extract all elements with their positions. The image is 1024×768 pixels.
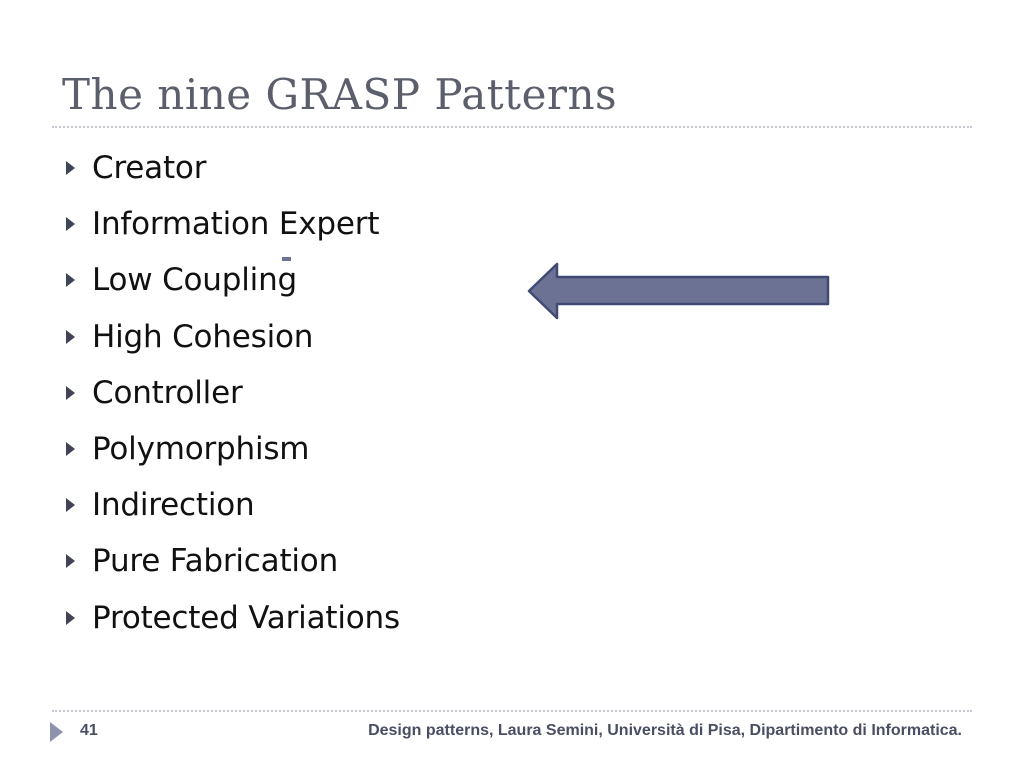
bullet-item	[64, 533, 400, 589]
bullet-triangle-icon	[66, 330, 75, 344]
bullet-label: Low Coupling	[92, 262, 297, 299]
bullet-item	[64, 140, 400, 196]
bullet-label: Controller	[92, 374, 243, 411]
bullet-label: Protected Variations	[92, 599, 400, 636]
bullet-item	[64, 421, 400, 477]
bullet-item	[64, 309, 400, 365]
text-cursor-mark	[282, 257, 291, 261]
bullet-label: Polymorphism	[92, 431, 310, 468]
footer-text: Design patterns, Laura Semini, Università di Pisa, Dipartimento di Informatica.	[368, 722, 962, 739]
bullet-triangle-icon	[66, 273, 75, 287]
bullet-label: Indirection	[92, 487, 255, 524]
bullet-triangle-icon	[66, 217, 75, 231]
bullet-triangle-icon	[66, 442, 75, 456]
bullet-item	[64, 590, 400, 646]
bullet-label: Creator	[92, 150, 207, 187]
triangle-right-icon	[50, 722, 63, 742]
slide-number: 41	[80, 722, 98, 739]
bullet-label: Information Expert	[92, 206, 380, 243]
footer-divider	[52, 710, 972, 712]
bullet-item	[64, 252, 400, 308]
bullet-list	[64, 140, 400, 646]
bullet-triangle-icon	[66, 161, 75, 175]
bullet-item	[64, 196, 400, 252]
title-divider	[52, 126, 972, 128]
bullet-triangle-icon	[66, 554, 75, 568]
bullet-triangle-icon	[66, 386, 75, 400]
bullet-label: High Cohesion	[92, 318, 314, 355]
left-arrow-icon	[526, 262, 832, 320]
slide-title: The nine GRASP Patterns	[62, 70, 618, 119]
bullet-item	[64, 477, 400, 533]
bullet-label: Pure Fabrication	[92, 543, 339, 580]
bullet-item	[64, 365, 400, 421]
bullet-triangle-icon	[66, 611, 75, 625]
bullet-triangle-icon	[66, 498, 75, 512]
